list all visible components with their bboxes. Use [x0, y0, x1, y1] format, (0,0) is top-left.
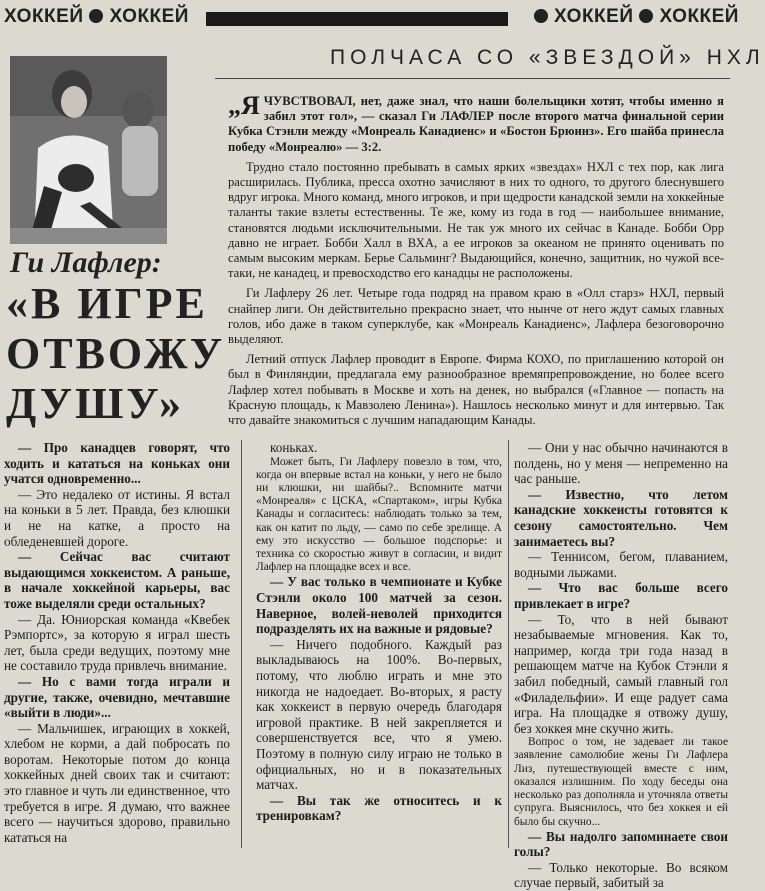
interview-quote	[0, 246, 226, 436]
bullet-icon	[534, 9, 548, 23]
interview-answer: — Это недалеко от истины. Я встал на коньки в 5 лет. Правда, без клюшки и не на катке, а просто на обледеневшей дороге.	[4, 486, 230, 549]
interview-answer: — Только некоторые. Во всяком случае первый, забитый за	[514, 859, 728, 891]
quote-line: ДУШУ»	[6, 379, 184, 428]
player-photo-image	[10, 56, 167, 244]
interview-answer: — Ничего подобного. Каждый раз выкладываюсь на 100%. Во-первых, потому, что люблю играть и мне это никогда не надоедает. Во-вторых, я расту как хоккеист в первую очередь благодаря игровой практике. В ней закрепляется и совершенствуется все, что я умею. Поэтому в полную силу играю не только в официальных, но и в показательных матчах.	[256, 636, 502, 793]
interview-question: — Что вас больше всего привлекает в игре?	[514, 580, 728, 611]
lead-paragraph: Летний отпуск Лафлер проводит в Европе. Фирма КОХО, по приглашению которой он был в Финляндии, предлагала ему разнообразное времяпрепровождение, но более всего Лафлер хотел побывать в Москве и хоть на денек, но выбрался («Главное — попасть на Красную площадь, к Мавзолею Ленина»). Нашлось несколько минут и для интервью. Так что давайте знакомиться с лучшим нападающим Канады.	[228, 352, 724, 428]
quote-line: ОТВОЖУ	[6, 329, 226, 378]
article-lead	[228, 91, 724, 428]
article-column-2	[256, 440, 502, 848]
article-headline: ПОЛЧАСА СО «ЗВЕЗДОЙ» НХЛ	[330, 46, 765, 69]
rubric-left	[4, 6, 189, 28]
headline-rule	[215, 78, 730, 79]
column-divider	[508, 440, 509, 848]
rubric-label: ХОККЕЙ	[109, 6, 189, 27]
player-photo	[10, 56, 167, 244]
interview-answer: — Да. Юниорская команда «Квебек Рэмпортс», за которую я играл шесть лет, была среди ведущих, поэтому мне не составило труда привлечь внимание.	[4, 611, 230, 674]
interview-answer: коньках.	[270, 440, 318, 455]
rubric-right	[528, 6, 739, 28]
interview-answer: — То, что в ней бывают незабываемые мгновения. Как то, например, когда три года назад в решающем матче на Кубок Стэнли я забил победный, самый главный гол «Филадельфии». И еще радует сама игра. На площадке я отвожу душу, без хоккея мне скучно жить.	[514, 611, 728, 736]
interview-question: — Сейчас вас считают выдающимся хоккеистом. А раньше, в начале хоккейной карьеры, вас тоже выделяли среди остальных?	[4, 549, 230, 611]
lead-paragraph-text: ЧУВСТВОВАЛ, нет, даже знал, что наши болельщики хотят, чтобы именно я забил этот гол», — сказал Ги ЛАФЛЕР после второго матча финальной серии Кубка Стэнли между «Монреаль Канадиенс» и «Бостон Брюинз». Его шайба принесла победу «Монреалю» — 3:2.	[228, 94, 724, 154]
rubric-label: ХОККЕЙ	[659, 6, 739, 27]
lead-paragraph	[228, 91, 724, 155]
column-divider	[241, 440, 242, 848]
rubric-label: ХОККЕЙ	[4, 6, 84, 27]
bullet-icon	[639, 9, 653, 23]
lead-paragraph: Трудно стало постоянно пребывать в самых ярких «звездах» НХЛ с тех пор, как лига расширилась. Публика, пресса охотно зачисляют в них то одного, то другого блеснувшего вдруг игрока. Много команд, много игроков, и при щедрости канадской земли на хоккейные таланты такие взлеты естественны. Те же, кому из года в год — наибольшее внимание, становятся людьми исключительными. Не так уж много их сейчас в Канаде. Бобби Орр давно не играет. Бобби Халл в ВХА, а ее игроков за океаном не принято оценивать по самым высоким меркам. Берье Сальминг? Выдающийся, конечно, защитник, но чужой все-таки, не канадец, и превосходство его канадцы не расположены.	[228, 159, 724, 281]
article-column-1	[4, 440, 230, 848]
rubric-bar	[0, 0, 739, 38]
rubric-label: ХОККЕЙ	[554, 6, 634, 27]
interview-answer: — Они у нас обычно начинаются в полдень, но у меня — непременно на час раньше.	[514, 440, 728, 487]
interview-question: — Но с вами тогда играли и другие, также, очевидно, мечтавшие «выйти в люди»...	[4, 673, 230, 721]
drop-cap: „Я	[228, 91, 260, 120]
interview-answer: — Теннисом, бегом, плаванием, водными лыжами.	[514, 549, 728, 580]
interview-question: — У вас только в чемпионате и Кубке Стэнли около 100 матчей за сезон. Наверное, волей-неволей приходится подразделять их на важные и рядовые?	[256, 574, 502, 637]
lead-paragraph: Ги Лафлеру 26 лет. Четыре года подряд на правом краю в «Олл старз» НХЛ, первый снайпер лиги. Он действительно прекрасно знает, что нынче от него ждут самых главных голов, ибо даже в таком суперклубе, как «Монреаль Канадиенс», Лафлера безоговорочно выделяют.	[228, 286, 724, 347]
rubric-divider	[206, 12, 508, 26]
interview-answer: — Мальчишек, играющих в хоккей, хлебом не корми, а дай побросать по воротам. Некоторые потом до конца хоккейных дней своих так и считают: это главное и чуть ли единственное, что требуется в игре. Я думаю, что важнее всего — научиться здорово, правильно кататься на	[4, 720, 230, 845]
interview-question: — Про канадцев говорят, что ходить и кататься на коньках они учатся одновременно...	[4, 440, 230, 487]
author-note: Может быть, Ги Лафлеру повезло в том, что, когда он впервые встал на коньки, у него не было ни клюшки, ни шайбы?.. Вспомните матчи «Монреаля» с ЦСКА, «Спартаком», игры Кубка Канады и согласитесь: наблюдать только за тем, как он катит по льду, — само по себе зрелище. А ему это искусство — большое подспорье: и техника со скоростью живут в согласии, и видит Лафлер на площадке всех и все.	[256, 455, 502, 574]
interview-question: — Известно, что летом канадские хоккеисты готовятся к сезону самостоятельно. Чем занимаетесь вы?	[514, 486, 728, 549]
interview-question: — Вы так же относитесь и к тренировкам?	[256, 792, 502, 824]
interview-question: — Вы надолго запоминаете свои голы?	[514, 828, 728, 860]
bullet-icon	[89, 9, 103, 23]
article-column-3	[514, 440, 728, 891]
quote-line: «В ИГРЕ	[6, 279, 208, 328]
quote-speaker: Ги Лафлер:	[10, 246, 162, 279]
author-note: Вопрос о том, не задевает ли такое заявление самолюбие жены Ги Лафлера Лиз, путешествующей вместе с ним, оказался излишним. По ходу беседы она несколько раз дополняла и уточняла ответы супруга. Выяснилось, что без хоккея и ей было бы скучно...	[514, 736, 728, 828]
